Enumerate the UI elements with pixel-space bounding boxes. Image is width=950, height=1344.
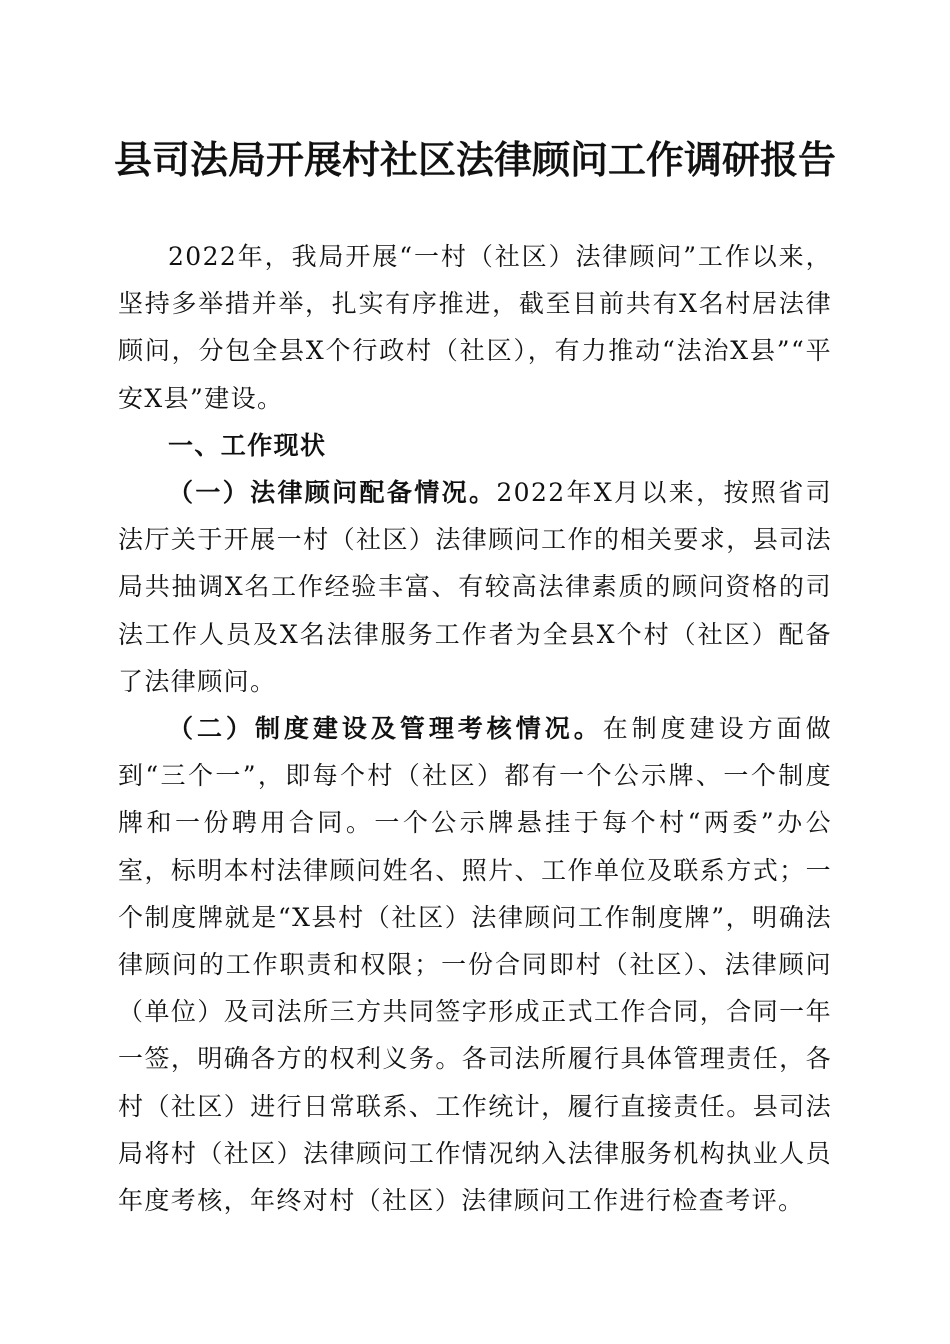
paragraph-lead-staffing: （一）法律顾问配备情况。 — [168, 478, 497, 508]
paragraph-lead-system: （二）制度建设及管理考核情况。 — [168, 714, 603, 744]
paragraph-text-system: 在制度建设方面做到“三个一”，即每个村（社区）都有一个公示牌、一个制度牌和一份聘用合同。一个公示牌悬挂于每个村“两委”办公室，标明本村法律顾问姓名、照片、工作单位及联系方式；一个制度牌就是“X县村（社区）法律顾问工作制度牌”，明确法律顾问的工作职责和权限；一份合同即村（社区）、法律顾问（单位）及司法所三方共同签字形成正式工作合同，合同一年一签，明确各方的权利义务。各司法所履行具体管理责任，各村（社区）进行日常联系、工作统计，履行直接责任。县司法局将村（社区）法律顾问工作情况纳入法律服务机构执业人员年度考核，年终对村（社区）法律顾问工作进行检查考评。 — [118, 714, 832, 1216]
paragraph-system-and-assessment — [118, 705, 832, 1224]
document-body — [118, 233, 832, 1224]
document-title: 县司法局开展村社区法律顾问工作调研报告 — [113, 138, 836, 182]
intro-paragraph: 2022年，我局开展“一村（社区）法律顾问”工作以来，坚持多举措并举，扎实有序推进，截至目前共有X名村居法律顾问，分包全县X个行政村（社区），有力推动“法治X县”“平安X县”建设。 — [118, 242, 832, 413]
section-heading-work-status: 一、工作现状 — [168, 430, 327, 460]
paragraph-legal-advisor-staffing — [118, 469, 832, 705]
paragraph-text-staffing: 2022年X月以来，按照省司法厅关于开展一村（社区）法律顾问工作的相关要求，县司法局共抽调X名工作经验丰富、有较高法律素质的顾问资格的司法工作人员及X名法律服务工作者为全县X个村（社区）配备了法律顾问。 — [118, 478, 832, 696]
